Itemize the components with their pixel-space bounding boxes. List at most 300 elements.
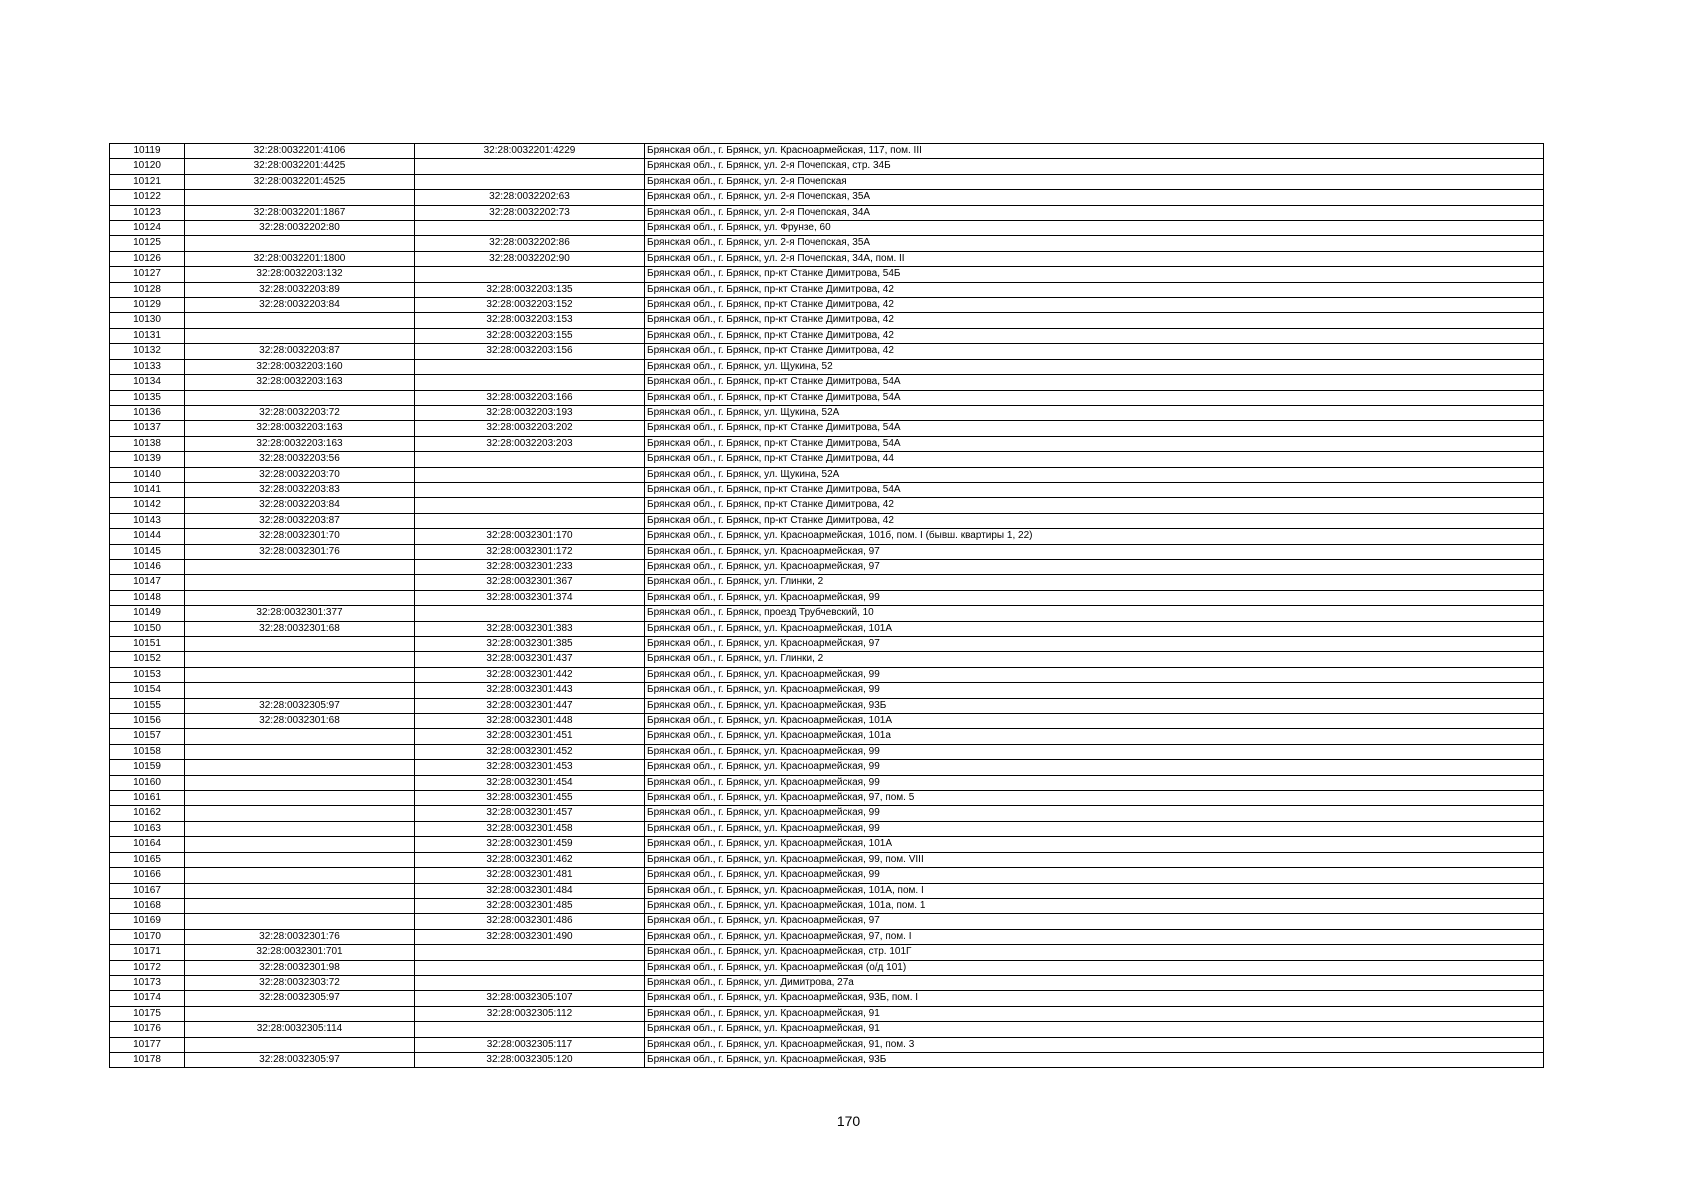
address-cell: Брянская обл., г. Брянск, ул. Красноармейская, 99 (645, 744, 1544, 759)
table-row (110, 313, 1544, 328)
object-cadastral-number-cell: 32:28:0032202:90 (415, 251, 645, 266)
address-cell: Брянская обл., г. Брянск, ул. Глинки, 2 (645, 652, 1544, 667)
object-cadastral-number-cell: 32:28:0032305:112 (415, 1006, 645, 1021)
cadastral-number-cell: 32:28:0032203:72 (185, 405, 415, 420)
object-cadastral-number-cell (415, 975, 645, 990)
cadastral-number-cell: 32:28:0032203:84 (185, 298, 415, 313)
address-cell: Брянская обл., г. Брянск, ул. Красноармейская, 93Б (645, 1052, 1544, 1067)
cadastral-number-cell: 32:28:0032202:80 (185, 221, 415, 236)
row-number-cell: 10135 (110, 390, 185, 405)
cadastral-number-cell (185, 729, 415, 744)
cadastral-number-cell: 32:28:0032305:97 (185, 1052, 415, 1067)
cadastral-number-cell: 32:28:0032203:87 (185, 513, 415, 528)
table-row (110, 637, 1544, 652)
object-cadastral-number-cell: 32:28:0032301:385 (415, 637, 645, 652)
table-row (110, 144, 1544, 159)
table-row (110, 1052, 1544, 1067)
cadastral-number-cell: 32:28:0032301:701 (185, 945, 415, 960)
cadastral-number-cell: 32:28:0032201:4425 (185, 159, 415, 174)
cadastral-number-cell (185, 898, 415, 913)
row-number-cell: 10145 (110, 544, 185, 559)
object-cadastral-number-cell (415, 467, 645, 482)
cadastral-number-cell: 32:28:0032301:98 (185, 960, 415, 975)
object-cadastral-number-cell: 32:28:0032305:120 (415, 1052, 645, 1067)
address-cell: Брянская обл., г. Брянск, ул. Красноармейская, 97, пом. 5 (645, 791, 1544, 806)
object-cadastral-number-cell: 32:28:0032201:4229 (415, 144, 645, 159)
table-row (110, 698, 1544, 713)
address-cell: Брянская обл., г. Брянск, ул. 2-я Почепская, 35А (645, 190, 1544, 205)
object-cadastral-number-cell: 32:28:0032301:374 (415, 590, 645, 605)
cadastral-number-cell (185, 837, 415, 852)
table-row (110, 344, 1544, 359)
row-number-cell: 10175 (110, 1006, 185, 1021)
row-number-cell: 10131 (110, 328, 185, 343)
cadastral-number-cell: 32:28:0032301:70 (185, 529, 415, 544)
cadastral-number-cell (185, 683, 415, 698)
address-cell: Брянская обл., г. Брянск, пр-кт Станке Димитрова, 42 (645, 282, 1544, 297)
address-cell: Брянская обл., г. Брянск, ул. Красноармейская, 97, пом. I (645, 929, 1544, 944)
row-number-cell: 10162 (110, 806, 185, 821)
address-cell: Брянская обл., г. Брянск, пр-кт Станке Димитрова, 54А (645, 390, 1544, 405)
table-row (110, 806, 1544, 821)
object-cadastral-number-cell: 32:28:0032301:442 (415, 667, 645, 682)
table-row (110, 159, 1544, 174)
cadastral-number-cell (185, 313, 415, 328)
object-cadastral-number-cell: 32:28:0032301:172 (415, 544, 645, 559)
table-row (110, 421, 1544, 436)
cadastral-number-cell (185, 760, 415, 775)
table-row (110, 821, 1544, 836)
address-cell: Брянская обл., г. Брянск, пр-кт Станке Димитрова, 42 (645, 498, 1544, 513)
address-cell: Брянская обл., г. Брянск, пр-кт Станке Димитрова, 44 (645, 452, 1544, 467)
object-cadastral-number-cell: 32:28:0032301:459 (415, 837, 645, 852)
row-number-cell: 10123 (110, 205, 185, 220)
object-cadastral-number-cell: 32:28:0032301:451 (415, 729, 645, 744)
table-row (110, 221, 1544, 236)
row-number-cell: 10120 (110, 159, 185, 174)
cadastral-number-cell (185, 559, 415, 574)
row-number-cell: 10122 (110, 190, 185, 205)
row-number-cell: 10171 (110, 945, 185, 960)
row-number-cell: 10121 (110, 174, 185, 189)
table-row (110, 174, 1544, 189)
cadastral-number-cell: 32:28:0032301:68 (185, 621, 415, 636)
table-row (110, 914, 1544, 929)
table-row (110, 898, 1544, 913)
table-row (110, 652, 1544, 667)
row-number-cell: 10143 (110, 513, 185, 528)
address-cell: Брянская обл., г. Брянск, пр-кт Станке Димитрова, 54А (645, 421, 1544, 436)
cadastral-number-cell (185, 236, 415, 251)
address-cell: Брянская обл., г. Брянск, ул. Фрунзе, 60 (645, 221, 1544, 236)
address-cell: Брянская обл., г. Брянск, ул. Красноармейская, 97 (645, 544, 1544, 559)
address-cell: Брянская обл., г. Брянск, ул. Красноармейская, 99 (645, 760, 1544, 775)
address-cell: Брянская обл., г. Брянск, ул. Красноармейская, 99 (645, 775, 1544, 790)
address-cell: Брянская обл., г. Брянск, ул. Красноармейская, 91 (645, 1022, 1544, 1037)
address-cell: Брянская обл., г. Брянск, ул. Красноармейская, 99 (645, 868, 1544, 883)
row-number-cell: 10132 (110, 344, 185, 359)
row-number-cell: 10144 (110, 529, 185, 544)
address-cell: Брянская обл., г. Брянск, ул. Красноармейская, 97 (645, 559, 1544, 574)
table-row (110, 1006, 1544, 1021)
address-cell: Брянская обл., г. Брянск, ул. Красноармейская, 99 (645, 821, 1544, 836)
table-row (110, 328, 1544, 343)
address-cell: Брянская обл., г. Брянск, ул. Красноармейская, 99, пом. VIII (645, 852, 1544, 867)
table-row (110, 960, 1544, 975)
cadastral-number-cell: 32:28:0032203:132 (185, 267, 415, 282)
cadastral-number-cell: 32:28:0032201:4106 (185, 144, 415, 159)
cadastral-number-cell: 32:28:0032203:83 (185, 482, 415, 497)
table-row (110, 1037, 1544, 1052)
table-row (110, 929, 1544, 944)
object-cadastral-number-cell: 32:28:0032203:203 (415, 436, 645, 451)
object-cadastral-number-cell: 32:28:0032301:233 (415, 559, 645, 574)
object-cadastral-number-cell (415, 498, 645, 513)
object-cadastral-number-cell: 32:28:0032203:193 (415, 405, 645, 420)
row-number-cell: 10136 (110, 405, 185, 420)
cadastral-number-cell: 32:28:0032203:163 (185, 375, 415, 390)
table-row (110, 467, 1544, 482)
table-row (110, 868, 1544, 883)
row-number-cell: 10147 (110, 575, 185, 590)
cadastral-number-cell (185, 652, 415, 667)
object-cadastral-number-cell (415, 1022, 645, 1037)
cadastral-number-cell: 32:28:0032203:84 (185, 498, 415, 513)
address-cell: Брянская обл., г. Брянск, пр-кт Станке Димитрова, 42 (645, 328, 1544, 343)
table-row (110, 190, 1544, 205)
table-row (110, 436, 1544, 451)
row-number-cell: 10165 (110, 852, 185, 867)
table-row (110, 667, 1544, 682)
row-number-cell: 10128 (110, 282, 185, 297)
address-cell: Брянская обл., г. Брянск, ул. Красноармейская, 99 (645, 806, 1544, 821)
address-cell: Брянская обл., г. Брянск, ул. 2-я Почепская, 35А (645, 236, 1544, 251)
cadastral-number-cell (185, 806, 415, 821)
row-number-cell: 10138 (110, 436, 185, 451)
object-cadastral-number-cell: 32:28:0032203:135 (415, 282, 645, 297)
object-cadastral-number-cell (415, 960, 645, 975)
object-cadastral-number-cell: 32:28:0032203:202 (415, 421, 645, 436)
row-number-cell: 10156 (110, 714, 185, 729)
cadastral-number-cell: 32:28:0032203:56 (185, 452, 415, 467)
table-row (110, 282, 1544, 297)
address-cell: Брянская обл., г. Брянск, ул. Красноармейская, 91, пом. 3 (645, 1037, 1544, 1052)
object-cadastral-number-cell (415, 482, 645, 497)
table-row (110, 390, 1544, 405)
cadastral-number-cell: 32:28:0032201:4525 (185, 174, 415, 189)
row-number-cell: 10119 (110, 144, 185, 159)
address-cell: Брянская обл., г. Брянск, ул. Красноармейская (о/д 101) (645, 960, 1544, 975)
registry-table (109, 143, 1544, 1068)
table-row (110, 975, 1544, 990)
row-number-cell: 10160 (110, 775, 185, 790)
table-row (110, 1022, 1544, 1037)
cadastral-number-cell (185, 190, 415, 205)
cadastral-number-cell (185, 590, 415, 605)
row-number-cell: 10159 (110, 760, 185, 775)
cadastral-number-cell: 32:28:0032203:89 (185, 282, 415, 297)
address-cell: Брянская обл., г. Брянск, ул. Красноармейская, 91 (645, 1006, 1544, 1021)
row-number-cell: 10152 (110, 652, 185, 667)
table-row (110, 729, 1544, 744)
table-row (110, 513, 1544, 528)
table-row (110, 760, 1544, 775)
object-cadastral-number-cell: 32:28:0032203:152 (415, 298, 645, 313)
address-cell: Брянская обл., г. Брянск, ул. 2-я Почепская (645, 174, 1544, 189)
table-row (110, 837, 1544, 852)
table-row (110, 405, 1544, 420)
row-number-cell: 10149 (110, 606, 185, 621)
table-row (110, 575, 1544, 590)
object-cadastral-number-cell: 32:28:0032202:63 (415, 190, 645, 205)
address-cell: Брянская обл., г. Брянск, ул. 2-я Почепская, 34А, пом. II (645, 251, 1544, 266)
row-number-cell: 10164 (110, 837, 185, 852)
table-row (110, 775, 1544, 790)
object-cadastral-number-cell: 32:28:0032305:107 (415, 991, 645, 1006)
row-number-cell: 10169 (110, 914, 185, 929)
cadastral-number-cell: 32:28:0032203:160 (185, 359, 415, 374)
address-cell: Брянская обл., г. Брянск, ул. Красноармейская, 99 (645, 683, 1544, 698)
table-row (110, 683, 1544, 698)
object-cadastral-number-cell: 32:28:0032203:155 (415, 328, 645, 343)
table-row (110, 359, 1544, 374)
row-number-cell: 10174 (110, 991, 185, 1006)
address-cell: Брянская обл., г. Брянск, ул. 2-я Почепская, 34А (645, 205, 1544, 220)
object-cadastral-number-cell: 32:28:0032301:458 (415, 821, 645, 836)
table-row (110, 852, 1544, 867)
address-cell: Брянская обл., г. Брянск, ул. Красноармейская, 99 (645, 667, 1544, 682)
table-row (110, 205, 1544, 220)
table-row (110, 498, 1544, 513)
table-row (110, 452, 1544, 467)
object-cadastral-number-cell: 32:28:0032301:455 (415, 791, 645, 806)
table-row (110, 559, 1544, 574)
row-number-cell: 10172 (110, 960, 185, 975)
address-cell: Брянская обл., г. Брянск, пр-кт Станке Димитрова, 42 (645, 313, 1544, 328)
cadastral-number-cell (185, 328, 415, 343)
cadastral-number-cell: 32:28:0032301:76 (185, 544, 415, 559)
cadastral-number-cell: 32:28:0032203:87 (185, 344, 415, 359)
table-row (110, 298, 1544, 313)
address-cell: Брянская обл., г. Брянск, ул. Красноармейская, стр. 101Г (645, 945, 1544, 960)
object-cadastral-number-cell: 32:28:0032301:457 (415, 806, 645, 821)
cadastral-number-cell: 32:28:0032305:114 (185, 1022, 415, 1037)
row-number-cell: 10161 (110, 791, 185, 806)
address-cell: Брянская обл., г. Брянск, ул. Красноармейская, 101б, пом. I (бывш. квартиры 1, 22) (645, 529, 1544, 544)
cadastral-number-cell (185, 791, 415, 806)
object-cadastral-number-cell: 32:28:0032203:156 (415, 344, 645, 359)
address-cell: Брянская обл., г. Брянск, ул. Красноармейская, 93Б (645, 698, 1544, 713)
cadastral-number-cell (185, 1037, 415, 1052)
cadastral-number-cell: 32:28:0032301:377 (185, 606, 415, 621)
object-cadastral-number-cell: 32:28:0032301:481 (415, 868, 645, 883)
table-row (110, 251, 1544, 266)
object-cadastral-number-cell: 32:28:0032301:486 (415, 914, 645, 929)
table-row (110, 883, 1544, 898)
row-number-cell: 10173 (110, 975, 185, 990)
address-cell: Брянская обл., г. Брянск, пр-кт Станке Димитрова, 54А (645, 375, 1544, 390)
row-number-cell: 10124 (110, 221, 185, 236)
address-cell: Брянская обл., г. Брянск, ул. Красноармейская, 101а (645, 729, 1544, 744)
object-cadastral-number-cell (415, 945, 645, 960)
cadastral-number-cell (185, 744, 415, 759)
object-cadastral-number-cell: 32:28:0032301:383 (415, 621, 645, 636)
object-cadastral-number-cell (415, 452, 645, 467)
cadastral-number-cell: 32:28:0032201:1800 (185, 251, 415, 266)
address-cell: Брянская обл., г. Брянск, ул. Щукина, 52 (645, 359, 1544, 374)
row-number-cell: 10153 (110, 667, 185, 682)
object-cadastral-number-cell (415, 359, 645, 374)
object-cadastral-number-cell: 32:28:0032301:170 (415, 529, 645, 544)
cadastral-number-cell (185, 868, 415, 883)
row-number-cell: 10140 (110, 467, 185, 482)
address-cell: Брянская обл., г. Брянск, пр-кт Станке Димитрова, 54Б (645, 267, 1544, 282)
table-row (110, 744, 1544, 759)
row-number-cell: 10150 (110, 621, 185, 636)
row-number-cell: 10133 (110, 359, 185, 374)
page-number: 170 (836, 1113, 861, 1129)
row-number-cell: 10176 (110, 1022, 185, 1037)
row-number-cell: 10157 (110, 729, 185, 744)
cadastral-number-cell: 32:28:0032203:163 (185, 436, 415, 451)
table-row (110, 991, 1544, 1006)
row-number-cell: 10125 (110, 236, 185, 251)
object-cadastral-number-cell (415, 375, 645, 390)
address-cell: Брянская обл., г. Брянск, ул. Красноармейская, 101А (645, 837, 1544, 852)
object-cadastral-number-cell: 32:28:0032305:117 (415, 1037, 645, 1052)
row-number-cell: 10141 (110, 482, 185, 497)
table-row (110, 267, 1544, 282)
object-cadastral-number-cell: 32:28:0032203:166 (415, 390, 645, 405)
cadastral-number-cell: 32:28:0032305:97 (185, 698, 415, 713)
cadastral-number-cell: 32:28:0032201:1867 (185, 205, 415, 220)
cadastral-number-cell (185, 821, 415, 836)
object-cadastral-number-cell: 32:28:0032301:485 (415, 898, 645, 913)
object-cadastral-number-cell: 32:28:0032301:452 (415, 744, 645, 759)
object-cadastral-number-cell: 32:28:0032301:454 (415, 775, 645, 790)
registry-table-body (110, 144, 1544, 1068)
address-cell: Брянская обл., г. Брянск, ул. Щукина, 52А (645, 467, 1544, 482)
object-cadastral-number-cell: 32:28:0032202:86 (415, 236, 645, 251)
row-number-cell: 10146 (110, 559, 185, 574)
row-number-cell: 10167 (110, 883, 185, 898)
row-number-cell: 10137 (110, 421, 185, 436)
address-cell: Брянская обл., г. Брянск, ул. Красноармейская, 93Б, пом. I (645, 991, 1544, 1006)
address-cell: Брянская обл., г. Брянск, ул. Щукина, 52А (645, 405, 1544, 420)
address-cell: Брянская обл., г. Брянск, пр-кт Станке Димитрова, 42 (645, 298, 1544, 313)
cadastral-number-cell (185, 852, 415, 867)
address-cell: Брянская обл., г. Брянск, пр-кт Станке Димитрова, 54А (645, 482, 1544, 497)
row-number-cell: 10130 (110, 313, 185, 328)
table-row (110, 375, 1544, 390)
table-row (110, 791, 1544, 806)
address-cell: Брянская обл., г. Брянск, ул. Красноармейская, 97 (645, 914, 1544, 929)
table-row (110, 945, 1544, 960)
table-row (110, 544, 1544, 559)
address-cell: Брянская обл., г. Брянск, ул. Красноармейская, 97 (645, 637, 1544, 652)
row-number-cell: 10178 (110, 1052, 185, 1067)
cadastral-number-cell (185, 575, 415, 590)
object-cadastral-number-cell: 32:28:0032301:447 (415, 698, 645, 713)
cadastral-number-cell: 32:28:0032301:68 (185, 714, 415, 729)
object-cadastral-number-cell: 32:28:0032301:437 (415, 652, 645, 667)
cadastral-number-cell: 32:28:0032303:72 (185, 975, 415, 990)
address-cell: Брянская обл., г. Брянск, ул. Красноармейская, 101А (645, 714, 1544, 729)
row-number-cell: 10166 (110, 868, 185, 883)
row-number-cell: 10134 (110, 375, 185, 390)
object-cadastral-number-cell: 32:28:0032301:453 (415, 760, 645, 775)
address-cell: Брянская обл., г. Брянск, ул. Глинки, 2 (645, 575, 1544, 590)
row-number-cell: 10126 (110, 251, 185, 266)
cadastral-number-cell: 32:28:0032301:76 (185, 929, 415, 944)
row-number-cell: 10151 (110, 637, 185, 652)
object-cadastral-number-cell (415, 606, 645, 621)
cadastral-number-cell (185, 667, 415, 682)
address-cell: Брянская обл., г. Брянск, ул. Димитрова, 27а (645, 975, 1544, 990)
table-row (110, 529, 1544, 544)
row-number-cell: 10154 (110, 683, 185, 698)
table-row (110, 714, 1544, 729)
table-row (110, 482, 1544, 497)
object-cadastral-number-cell: 32:28:0032301:367 (415, 575, 645, 590)
cadastral-number-cell (185, 390, 415, 405)
cadastral-number-cell (185, 775, 415, 790)
cadastral-number-cell (185, 1006, 415, 1021)
address-cell: Брянская обл., г. Брянск, ул. Красноармейская, 101а, пом. 1 (645, 898, 1544, 913)
address-cell: Брянская обл., г. Брянск, пр-кт Станке Димитрова, 42 (645, 513, 1544, 528)
row-number-cell: 10168 (110, 898, 185, 913)
table-row (110, 590, 1544, 605)
row-number-cell: 10158 (110, 744, 185, 759)
cadastral-number-cell: 32:28:0032203:163 (185, 421, 415, 436)
cadastral-number-cell (185, 914, 415, 929)
address-cell: Брянская обл., г. Брянск, ул. 2-я Почепская, стр. 34Б (645, 159, 1544, 174)
object-cadastral-number-cell: 32:28:0032301:462 (415, 852, 645, 867)
row-number-cell: 10177 (110, 1037, 185, 1052)
object-cadastral-number-cell: 32:28:0032301:490 (415, 929, 645, 944)
table-row (110, 621, 1544, 636)
object-cadastral-number-cell: 32:28:0032202:73 (415, 205, 645, 220)
row-number-cell: 10170 (110, 929, 185, 944)
object-cadastral-number-cell (415, 174, 645, 189)
row-number-cell: 10127 (110, 267, 185, 282)
address-cell: Брянская обл., г. Брянск, ул. Красноармейская, 99 (645, 590, 1544, 605)
object-cadastral-number-cell: 32:28:0032301:448 (415, 714, 645, 729)
address-cell: Брянская обл., г. Брянск, ул. Красноармейская, 117, пом. III (645, 144, 1544, 159)
address-cell: Брянская обл., г. Брянск, проезд Трубчевский, 10 (645, 606, 1544, 621)
object-cadastral-number-cell: 32:28:0032301:443 (415, 683, 645, 698)
object-cadastral-number-cell: 32:28:0032203:153 (415, 313, 645, 328)
row-number-cell: 10129 (110, 298, 185, 313)
cadastral-number-cell (185, 883, 415, 898)
address-cell: Брянская обл., г. Брянск, ул. Красноармейская, 101А, пом. I (645, 883, 1544, 898)
row-number-cell: 10163 (110, 821, 185, 836)
address-cell: Брянская обл., г. Брянск, пр-кт Станке Димитрова, 42 (645, 344, 1544, 359)
object-cadastral-number-cell (415, 267, 645, 282)
object-cadastral-number-cell: 32:28:0032301:484 (415, 883, 645, 898)
cadastral-number-cell (185, 637, 415, 652)
row-number-cell: 10148 (110, 590, 185, 605)
table-row (110, 606, 1544, 621)
address-cell: Брянская обл., г. Брянск, ул. Красноармейская, 101А (645, 621, 1544, 636)
cadastral-number-cell: 32:28:0032203:70 (185, 467, 415, 482)
cadastral-number-cell: 32:28:0032305:97 (185, 991, 415, 1006)
row-number-cell: 10139 (110, 452, 185, 467)
row-number-cell: 10142 (110, 498, 185, 513)
table-row (110, 236, 1544, 251)
object-cadastral-number-cell (415, 513, 645, 528)
address-cell: Брянская обл., г. Брянск, пр-кт Станке Димитрова, 54А (645, 436, 1544, 451)
